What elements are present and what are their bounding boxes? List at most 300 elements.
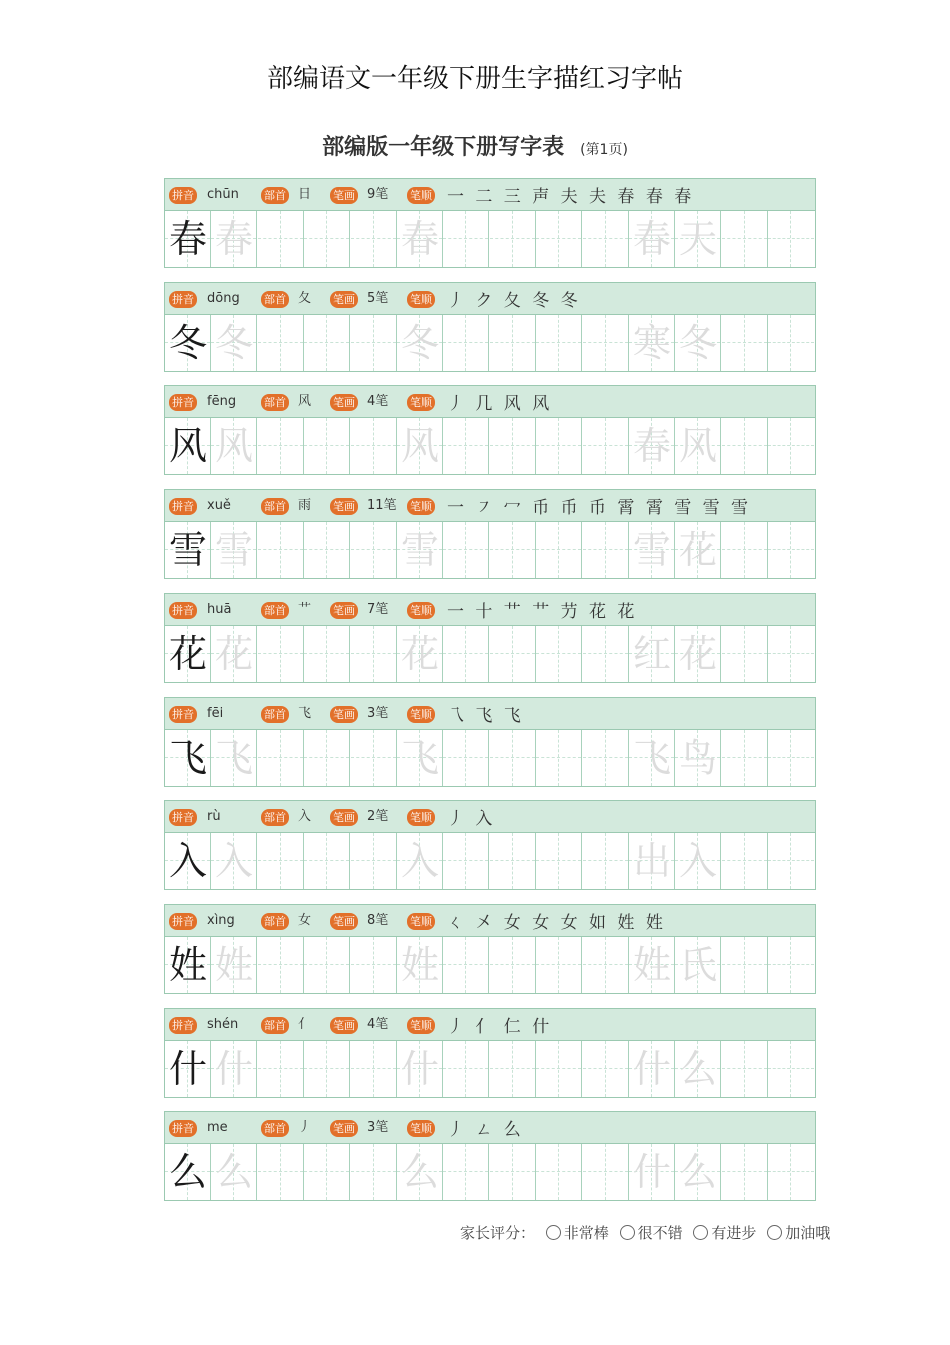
practice-cell[interactable] (443, 1144, 489, 1200)
sheet-title (0, 130, 950, 161)
stroke-order: 丿 ク 夂 冬 冬 (447, 291, 581, 311)
row-header (164, 385, 816, 418)
practice-cell[interactable] (675, 833, 721, 889)
practice-cell[interactable] (536, 626, 582, 682)
stroke-order-tag: 笔顺 (407, 187, 435, 204)
row-header (164, 800, 816, 833)
practice-cell[interactable] (675, 522, 721, 578)
radical-tag: 部首 (261, 706, 289, 723)
radical-tag: 部首 (261, 809, 289, 826)
trace-character: 风 (400, 424, 439, 468)
practice-cell[interactable] (629, 833, 675, 889)
radio-circle-icon[interactable] (767, 1225, 782, 1240)
row-header (164, 1008, 816, 1041)
writing-grid (164, 417, 816, 475)
practice-cell[interactable] (722, 418, 768, 474)
trace-character: 花 (400, 632, 439, 676)
model-character: 什 (168, 1047, 207, 1091)
practice-cell[interactable] (211, 833, 257, 889)
row-header (164, 282, 816, 315)
radio-circle-icon[interactable] (693, 1225, 708, 1240)
trace-character: 冬 (214, 321, 253, 365)
practice-cell[interactable] (165, 211, 211, 267)
practice-cell[interactable] (211, 211, 257, 267)
stroke-order-tag: 笔顺 (407, 602, 435, 619)
practice-cell[interactable] (165, 315, 211, 371)
rating-option-label: 非常棒 (563, 1224, 609, 1242)
practice-cell[interactable] (165, 626, 211, 682)
practice-cell[interactable] (722, 1041, 768, 1097)
model-character: 雪 (168, 528, 207, 572)
pinyin-value: shén (207, 1017, 239, 1032)
trace-character: 花 (678, 528, 717, 572)
trace-character: 飞 (400, 736, 439, 780)
practice-cell[interactable] (165, 1041, 211, 1097)
practice-cell[interactable] (351, 1041, 397, 1097)
practice-cell[interactable] (583, 315, 629, 371)
practice-cell[interactable] (258, 211, 304, 267)
trace-character: 飞 (214, 736, 253, 780)
practice-cell[interactable] (629, 626, 675, 682)
trace-character: 姓 (214, 943, 253, 987)
trace-character: 风 (678, 424, 717, 468)
writing-grid (164, 729, 816, 787)
practice-cell[interactable] (258, 833, 304, 889)
stroke-order: 丿 几 风 风 (447, 394, 553, 414)
practice-cell[interactable] (258, 522, 304, 578)
pinyin-value: chūn (207, 187, 239, 202)
strokes-tag: 笔画 (330, 187, 358, 204)
practice-cell[interactable] (490, 626, 536, 682)
strokes-value: 3笔 (367, 706, 389, 721)
row-header (164, 489, 816, 522)
character-row (164, 282, 816, 374)
strokes-value: 4笔 (367, 1017, 389, 1032)
practice-cell[interactable] (397, 315, 443, 371)
character-row (164, 1008, 816, 1100)
practice-cell[interactable] (536, 522, 582, 578)
practice-cell[interactable] (258, 1041, 304, 1097)
stroke-order: 丿 亻 仁 什 (447, 1017, 553, 1037)
trace-character: 天 (678, 217, 717, 261)
pinyin-value: fēng (207, 394, 237, 409)
trace-character: 么 (678, 1150, 717, 1194)
practice-cell[interactable] (768, 1144, 814, 1200)
writing-grid (164, 314, 816, 372)
trace-character: 出 (632, 839, 671, 883)
trace-character: 春 (632, 217, 671, 261)
row-header (164, 178, 816, 211)
trace-character: 入 (400, 839, 439, 883)
practice-cell[interactable] (490, 418, 536, 474)
trace-character: 风 (214, 424, 253, 468)
strokes-value: 11笔 (367, 498, 397, 513)
trace-character: 冬 (678, 321, 717, 365)
practice-cell[interactable] (304, 418, 350, 474)
practice-cell[interactable] (258, 937, 304, 993)
practice-cell[interactable] (536, 315, 582, 371)
practice-cell[interactable] (211, 1144, 257, 1200)
practice-cell[interactable] (768, 418, 814, 474)
radical-value: 夂 (298, 291, 312, 306)
radical-tag: 部首 (261, 602, 289, 619)
pinyin-tag: 拼音 (169, 809, 197, 826)
practice-cell[interactable] (258, 1144, 304, 1200)
practice-cell[interactable] (258, 315, 304, 371)
radical-value: 亻 (298, 1017, 312, 1032)
practice-cell[interactable] (583, 626, 629, 682)
practice-cell[interactable] (258, 626, 304, 682)
practice-cell[interactable] (351, 626, 397, 682)
practice-cell[interactable] (397, 626, 443, 682)
trace-character: 入 (678, 839, 717, 883)
practice-cell[interactable] (443, 730, 489, 786)
practice-cell[interactable] (351, 211, 397, 267)
sheet-title-text: 部编版一年级下册写字表 (322, 134, 565, 160)
practice-cell[interactable] (722, 315, 768, 371)
practice-cell[interactable] (768, 315, 814, 371)
character-row (164, 489, 816, 581)
practice-cell[interactable] (629, 1144, 675, 1200)
radio-circle-icon[interactable] (620, 1225, 635, 1240)
practice-cell[interactable] (629, 1041, 675, 1097)
practice-cell[interactable] (258, 418, 304, 474)
strokes-tag: 笔画 (330, 498, 358, 515)
model-character: 么 (168, 1150, 207, 1194)
practice-cell[interactable] (490, 315, 536, 371)
pinyin-value: rù (207, 809, 221, 824)
trace-character: 冬 (400, 321, 439, 365)
practice-cell[interactable] (722, 833, 768, 889)
practice-cell[interactable] (211, 626, 257, 682)
practice-cell[interactable] (675, 1144, 721, 1200)
trace-character: 姓 (400, 943, 439, 987)
practice-cell[interactable] (768, 730, 814, 786)
stroke-order: 丿 ㄥ 么 (447, 1120, 524, 1140)
practice-cell[interactable] (443, 211, 489, 267)
writing-grid (164, 521, 816, 579)
practice-cell[interactable] (675, 1041, 721, 1097)
trace-character: 什 (632, 1150, 671, 1194)
practice-cell[interactable] (583, 833, 629, 889)
practice-cell[interactable] (397, 1041, 443, 1097)
practice-cell[interactable] (211, 937, 257, 993)
practice-cell[interactable] (675, 315, 721, 371)
model-character: 风 (168, 424, 207, 468)
practice-cell[interactable] (211, 315, 257, 371)
rating-option-label: 加油哦 (785, 1224, 831, 1242)
character-row (164, 800, 816, 892)
model-character: 飞 (168, 736, 207, 780)
rating-option-keep-going[interactable] (767, 1224, 830, 1242)
practice-cell[interactable] (583, 1041, 629, 1097)
writing-grid (164, 1040, 816, 1098)
practice-cell[interactable] (304, 937, 350, 993)
practice-cell[interactable] (165, 937, 211, 993)
trace-character: 什 (214, 1047, 253, 1091)
trace-character: 春 (632, 424, 671, 468)
practice-cell[interactable] (722, 522, 768, 578)
practice-cell[interactable] (490, 1144, 536, 1200)
practice-cell[interactable] (165, 833, 211, 889)
practice-cell[interactable] (304, 730, 350, 786)
strokes-tag: 笔画 (330, 394, 358, 411)
stroke-order-tag: 笔顺 (407, 1120, 435, 1137)
practice-cell[interactable] (490, 211, 536, 267)
practice-cell[interactable] (304, 211, 350, 267)
radical-value: 艹 (298, 602, 312, 617)
practice-cell[interactable] (490, 730, 536, 786)
stroke-order-tag: 笔顺 (407, 913, 435, 930)
model-character: 花 (168, 632, 207, 676)
trace-character: 雪 (400, 528, 439, 572)
practice-cell[interactable] (443, 522, 489, 578)
radio-circle-icon[interactable] (546, 1225, 561, 1240)
practice-cell[interactable] (583, 1144, 629, 1200)
radical-tag: 部首 (261, 187, 289, 204)
practice-cell[interactable] (211, 418, 257, 474)
practice-cell[interactable] (583, 522, 629, 578)
practice-cell[interactable] (351, 315, 397, 371)
practice-cell[interactable] (722, 211, 768, 267)
practice-cell[interactable] (768, 626, 814, 682)
practice-cell[interactable] (351, 833, 397, 889)
pinyin-tag: 拼音 (169, 913, 197, 930)
row-header (164, 1111, 816, 1144)
stroke-order-tag: 笔顺 (407, 809, 435, 826)
character-row (164, 593, 816, 685)
practice-cell[interactable] (258, 730, 304, 786)
radical-value: 风 (298, 394, 312, 409)
writing-grid (164, 1143, 816, 1201)
trace-character: 入 (214, 839, 253, 883)
practice-cell[interactable] (397, 833, 443, 889)
practice-cell[interactable] (304, 833, 350, 889)
practice-cell[interactable] (443, 937, 489, 993)
practice-cell[interactable] (536, 730, 582, 786)
pinyin-tag: 拼音 (169, 1120, 197, 1137)
practice-cell[interactable] (629, 730, 675, 786)
practice-cell[interactable] (304, 1144, 350, 1200)
trace-character: 春 (214, 217, 253, 261)
pinyin-tag: 拼音 (169, 291, 197, 308)
strokes-value: 5笔 (367, 291, 389, 306)
practice-cell[interactable] (351, 1144, 397, 1200)
model-character: 冬 (168, 321, 207, 365)
practice-cell[interactable] (443, 418, 489, 474)
row-header (164, 697, 816, 730)
strokes-tag: 笔画 (330, 809, 358, 826)
pinyin-value: fēi (207, 706, 224, 721)
strokes-value: 7笔 (367, 602, 389, 617)
pinyin-tag: 拼音 (169, 602, 197, 619)
practice-cell[interactable] (490, 1041, 536, 1097)
practice-cell[interactable] (675, 211, 721, 267)
practice-cell[interactable] (351, 418, 397, 474)
radical-value: 丿 (298, 1120, 312, 1135)
practice-cell[interactable] (583, 937, 629, 993)
practice-cell[interactable] (304, 315, 350, 371)
practice-cell[interactable] (583, 418, 629, 474)
rating-label: 家长评分： (460, 1224, 536, 1242)
stroke-order-tag: 笔顺 (407, 291, 435, 308)
practice-cell[interactable] (351, 522, 397, 578)
trace-character: 飞 (632, 736, 671, 780)
radical-tag: 部首 (261, 1017, 289, 1034)
practice-cell[interactable] (165, 730, 211, 786)
pinyin-tag: 拼音 (169, 498, 197, 515)
strokes-value: 8笔 (367, 913, 389, 928)
practice-cell[interactable] (304, 522, 350, 578)
radical-tag: 部首 (261, 913, 289, 930)
practice-cell[interactable] (490, 522, 536, 578)
practice-cell[interactable] (536, 937, 582, 993)
practice-cell[interactable] (768, 211, 814, 267)
rating-option-label: 有进步 (711, 1224, 757, 1242)
trace-character: 春 (400, 217, 439, 261)
pinyin-value: huā (207, 602, 232, 617)
strokes-value: 4笔 (367, 394, 389, 409)
trace-character: 鸟 (678, 736, 717, 780)
character-row (164, 385, 816, 477)
practice-cell[interactable] (351, 937, 397, 993)
practice-cell[interactable] (722, 730, 768, 786)
strokes-value: 9笔 (367, 187, 389, 202)
character-row (164, 1111, 816, 1203)
practice-cell[interactable] (165, 522, 211, 578)
model-character: 春 (168, 217, 207, 261)
trace-character: 寒 (632, 321, 671, 365)
trace-character: 什 (632, 1047, 671, 1091)
stroke-order: 一 二 三 声 夫 夫 春 春 春 (447, 187, 695, 207)
trace-character: 么 (400, 1150, 439, 1194)
strokes-tag: 笔画 (330, 913, 358, 930)
pinyin-value: me (207, 1120, 228, 1135)
practice-cell[interactable] (165, 418, 211, 474)
stroke-order: 一 十 艹 艹 芀 花 花 (447, 602, 638, 622)
practice-cell[interactable] (629, 211, 675, 267)
strokes-tag: 笔画 (330, 706, 358, 723)
pinyin-tag: 拼音 (169, 706, 197, 723)
practice-cell[interactable] (629, 418, 675, 474)
rating-option-excellent[interactable] (546, 1224, 609, 1242)
trace-character: 姓 (632, 943, 671, 987)
practice-cell[interactable] (722, 1144, 768, 1200)
page-number: (第1页) (580, 142, 628, 158)
strokes-value: 3笔 (367, 1120, 389, 1135)
radical-tag: 部首 (261, 498, 289, 515)
practice-cell[interactable] (490, 833, 536, 889)
practice-cell[interactable] (675, 418, 721, 474)
writing-grid (164, 625, 816, 683)
practice-cell[interactable] (443, 833, 489, 889)
radical-value: 雨 (298, 498, 312, 513)
practice-cell[interactable] (629, 315, 675, 371)
practice-cell[interactable] (211, 1041, 257, 1097)
practice-cell[interactable] (397, 522, 443, 578)
trace-character: 么 (214, 1150, 253, 1194)
radical-value: 入 (298, 809, 312, 824)
radical-tag: 部首 (261, 394, 289, 411)
practice-cell[interactable] (675, 937, 721, 993)
pinyin-value: xìng (207, 913, 235, 928)
practice-cell[interactable] (351, 730, 397, 786)
radical-value: 女 (298, 913, 312, 928)
rating-option-progress[interactable] (693, 1224, 756, 1242)
writing-grid (164, 936, 816, 994)
strokes-tag: 笔画 (330, 291, 358, 308)
practice-cell[interactable] (722, 937, 768, 993)
practice-cell[interactable] (490, 937, 536, 993)
pinyin-value: dōng (207, 291, 240, 306)
character-row (164, 904, 816, 996)
practice-cell[interactable] (304, 626, 350, 682)
practice-cell[interactable] (165, 1144, 211, 1200)
practice-cell[interactable] (583, 730, 629, 786)
practice-cell[interactable] (722, 626, 768, 682)
stroke-order-tag: 笔顺 (407, 706, 435, 723)
practice-cell[interactable] (675, 626, 721, 682)
pinyin-tag: 拼音 (169, 1017, 197, 1034)
stroke-order: 乁 飞 飞 (447, 706, 524, 726)
rating-option-good[interactable] (620, 1224, 683, 1242)
practice-cell[interactable] (211, 730, 257, 786)
strokes-value: 2笔 (367, 809, 389, 824)
practice-cell[interactable] (397, 418, 443, 474)
trace-character: 红 (632, 632, 671, 676)
row-header (164, 593, 816, 626)
model-character: 入 (168, 839, 207, 883)
practice-cell[interactable] (443, 626, 489, 682)
radical-value: 日 (298, 187, 312, 202)
practice-cell[interactable] (397, 211, 443, 267)
writing-grid (164, 210, 816, 268)
practice-cell[interactable] (768, 833, 814, 889)
strokes-tag: 笔画 (330, 602, 358, 619)
practice-cell[interactable] (629, 522, 675, 578)
practice-cell[interactable] (443, 1041, 489, 1097)
stroke-order: 一 ㇇ 冖 币 币 币 霄 霄 雪 雪 雪 (447, 498, 752, 518)
parent-rating (460, 1222, 830, 1243)
trace-character: 么 (678, 1047, 717, 1091)
practice-cell[interactable] (768, 1041, 814, 1097)
pinyin-value: xuě (207, 498, 231, 513)
practice-cell[interactable] (675, 730, 721, 786)
practice-cell[interactable] (304, 1041, 350, 1097)
trace-character: 什 (400, 1047, 439, 1091)
practice-cell[interactable] (397, 1144, 443, 1200)
practice-cell[interactable] (397, 730, 443, 786)
practice-cell[interactable] (536, 418, 582, 474)
radical-tag: 部首 (261, 291, 289, 308)
practice-cell[interactable] (629, 937, 675, 993)
practice-cell[interactable] (768, 937, 814, 993)
practice-cell[interactable] (536, 1041, 582, 1097)
practice-cell[interactable] (536, 1144, 582, 1200)
radical-value: 飞 (298, 706, 312, 721)
pinyin-tag: 拼音 (169, 394, 197, 411)
trace-character: 氏 (678, 943, 717, 987)
practice-cell[interactable] (536, 211, 582, 267)
practice-cell[interactable] (583, 211, 629, 267)
practice-cell[interactable] (768, 522, 814, 578)
trace-character: 雪 (214, 528, 253, 572)
practice-cell[interactable] (211, 522, 257, 578)
strokes-tag: 笔画 (330, 1120, 358, 1137)
practice-cell[interactable] (536, 833, 582, 889)
practice-cell[interactable] (443, 315, 489, 371)
practice-cell[interactable] (397, 937, 443, 993)
